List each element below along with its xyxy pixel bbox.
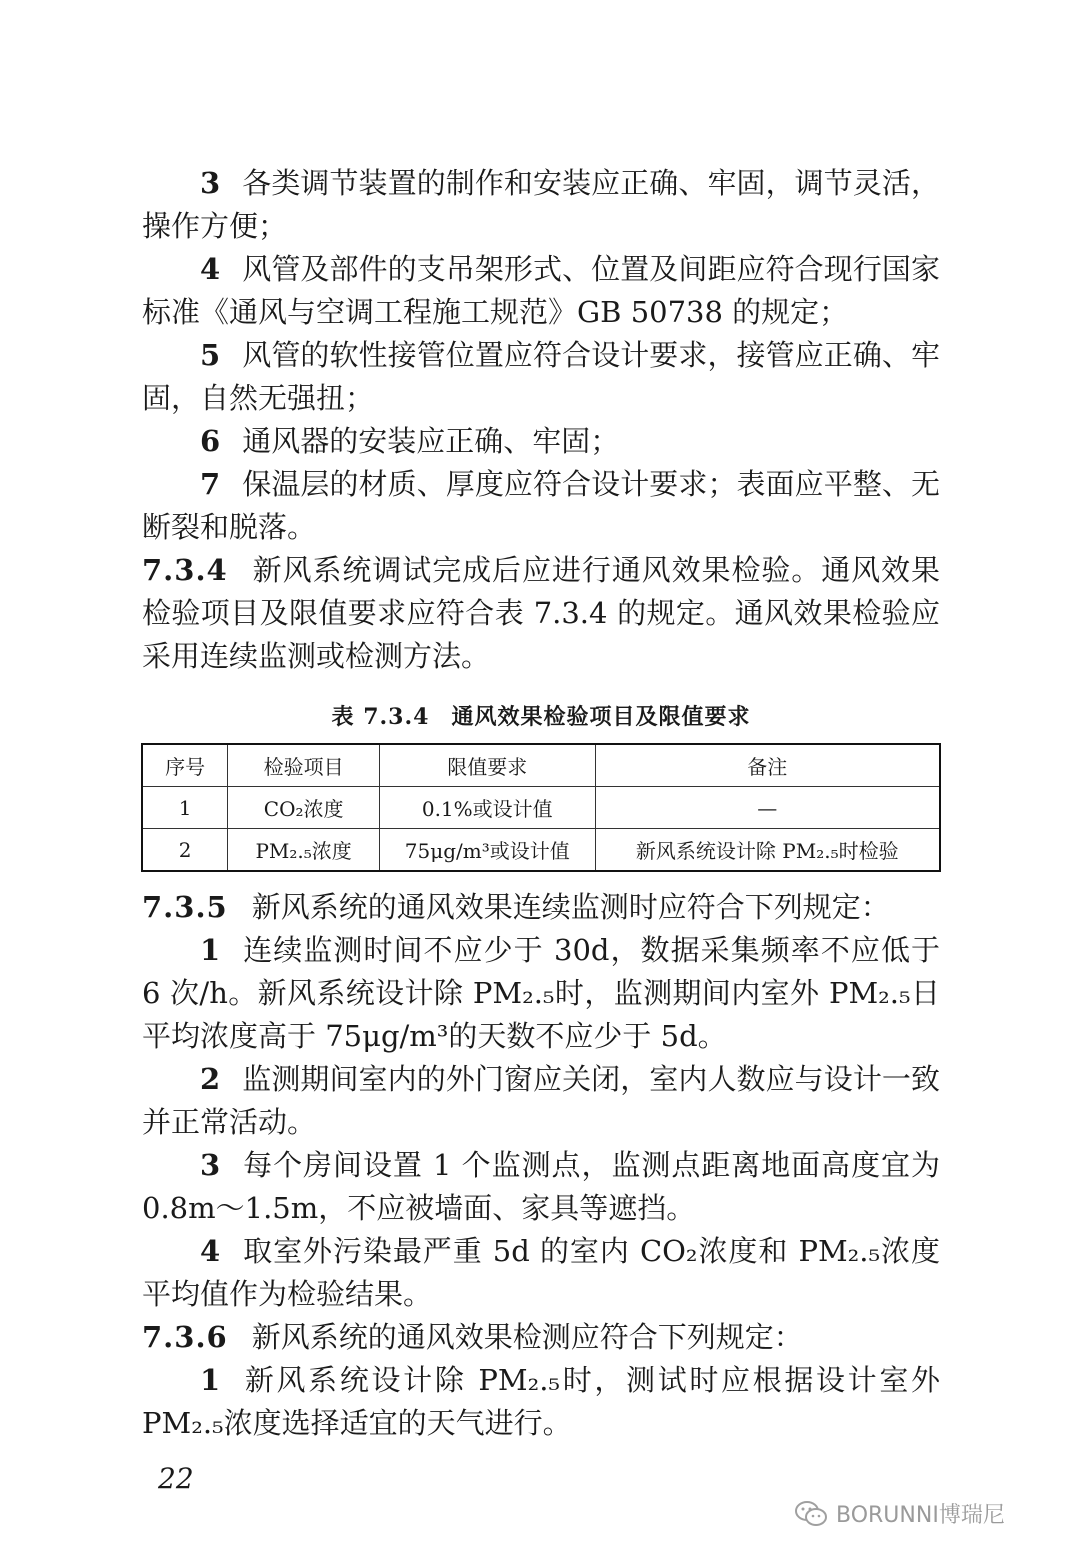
item-text: 取室外污染最严重 5d 的室内 CO₂浓度和 PM₂.₅浓度平均值作为检验结果。 [142,1234,940,1311]
table-cell: 2 [142,829,228,872]
table-cell: PM₂.₅浓度 [228,829,380,872]
clause-number: 7.3.6 [142,1320,228,1354]
clause-number: 7.3.4 [142,553,228,587]
table-caption-number: 表 7.3.4 [331,704,430,730]
table-header: 备注 [595,744,940,787]
item-text: 每个房间设置 1 个监测点，监测点距离地面高度宜为 0.8m～1.5m，不应被墙面、家具等遮挡。 [142,1148,940,1225]
item-number: 4 [200,252,221,286]
table-header: 限值要求 [379,744,595,787]
item-number: 7 [200,467,221,501]
item-number: 5 [200,338,221,372]
item-text: 风管的软性接管位置应符合设计要求，接管应正确、牢固，自然无强扭； [142,338,940,415]
item-text: 各类调节装置的制作和安装应正确、牢固，调节灵活，操作方便； [142,166,940,243]
list-item [142,1230,940,1316]
list-item [142,162,940,248]
ventilation-test-table [141,743,941,872]
item-number: 6 [200,424,221,458]
clause-7-3-6 [142,1316,940,1359]
list-item [142,1058,940,1144]
clause-7-3-5 [142,886,940,929]
table-caption-title: 通风效果检验项目及限值要求 [451,704,751,730]
item-text: 保温层的材质、厚度应符合设计要求；表面应平整、无断裂和脱落。 [142,467,940,544]
item-text: 风管及部件的支吊架形式、位置及间距应符合现行国家标准《通风与空调工程施工规范》GB 50738 的规定； [142,252,940,329]
item-text: 新风系统设计除 PM₂.₅时，测试时应根据设计室外 PM₂.₅浓度选择适宜的天气进行。 [142,1363,940,1440]
table-cell: 75μg/m³或设计值 [379,829,595,872]
page-number: 22 [158,1462,194,1495]
list-item [142,463,940,549]
watermark [794,1498,1005,1529]
wechat-icon [794,1500,828,1528]
table-cell: CO₂浓度 [228,787,380,829]
table-caption [142,700,940,731]
item-number: 1 [200,1363,221,1397]
table-header-row [142,744,940,787]
list-item [142,248,940,334]
clause-number: 7.3.5 [142,890,228,924]
list-item [142,1144,940,1230]
table-cell: 0.1%或设计值 [379,787,595,829]
item-text: 连续监测时间不应少于 30d，数据采集频率不应低于 6 次/h。新风系统设计除 PM₂.₅时，监测期间内室外 PM₂.₅日平均浓度高于 75μg/m³的天数不应少于 5d。 [142,933,940,1053]
watermark-text: BORUNNI博瑞尼 [836,1503,1005,1528]
clause-text: 新风系统调试完成后应进行通风效果检验。通风效果检验项目及限值要求应符合表 7.3.4 的规定。通风效果检验应采用连续监测或检测方法。 [142,553,940,673]
clause-text: 新风系统的通风效果检测应符合下列规定： [251,1320,803,1354]
list-item [142,929,940,1058]
item-number: 2 [200,1062,221,1096]
table-row [142,787,940,829]
list-item [142,334,940,420]
clause-7-3-4 [142,549,940,678]
table-cell: 1 [142,787,228,829]
table-cell: — [595,787,940,829]
table-header: 序号 [142,744,228,787]
list-item [142,420,940,463]
table-cell: 新风系统设计除 PM₂.₅时检验 [595,829,940,872]
content-area [142,162,940,1445]
item-text: 通风器的安装应正确、牢固； [242,424,620,458]
item-text: 监测期间室内的外门窗应关闭，室内人数应与设计一致并正常活动。 [142,1062,940,1139]
item-number: 4 [200,1234,221,1268]
item-number: 3 [200,166,221,200]
clause-text: 新风系统的通风效果连续监测时应符合下列规定： [251,890,890,924]
list-item [142,1359,940,1445]
table-row [142,829,940,872]
item-number: 1 [200,933,221,967]
table-header: 检验项目 [228,744,380,787]
item-number: 3 [200,1148,221,1182]
